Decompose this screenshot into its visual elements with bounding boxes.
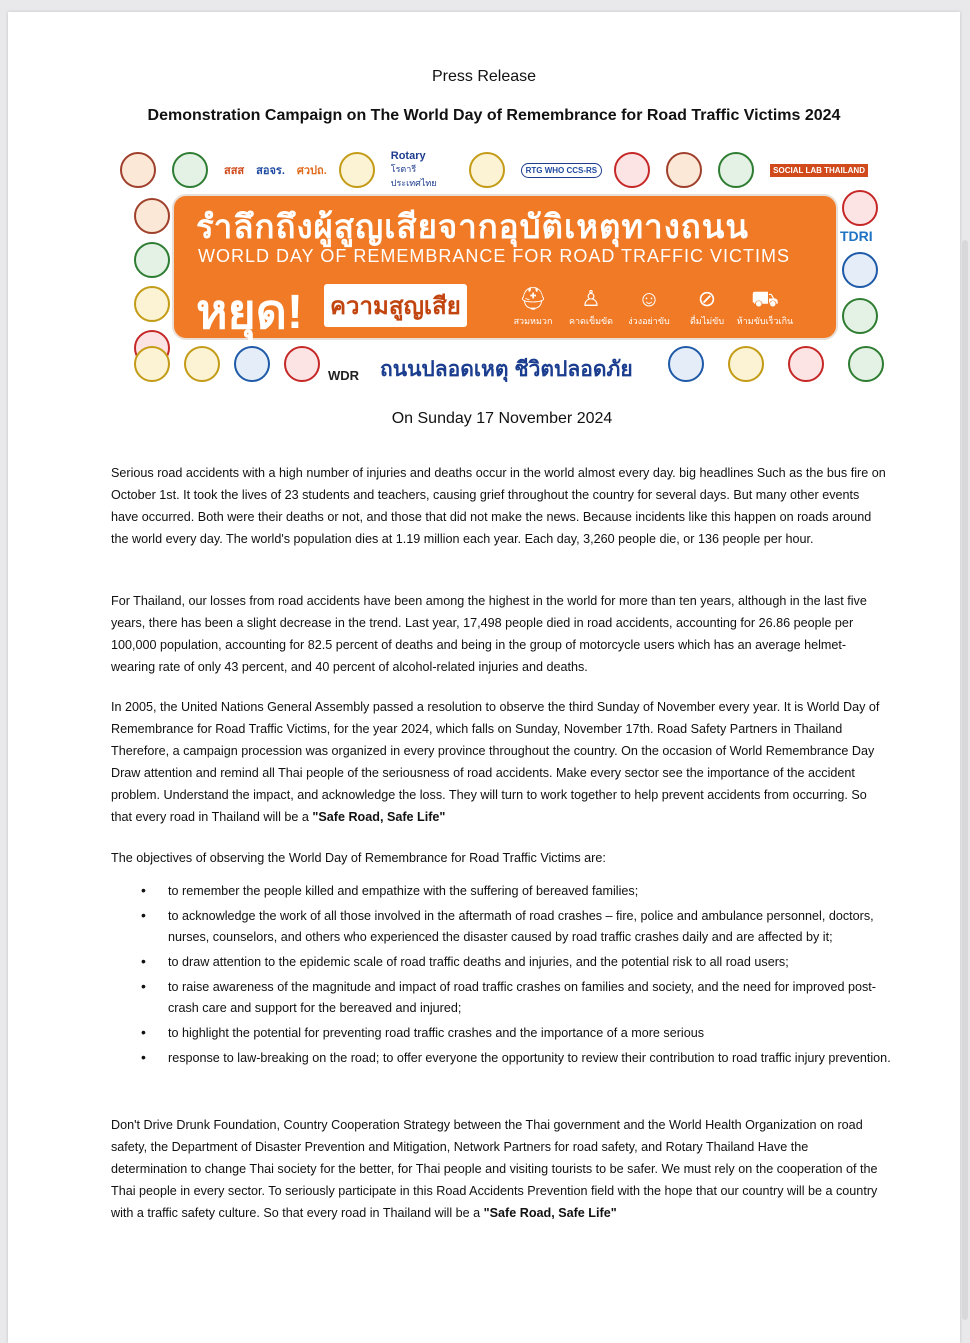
- no-drink-drive-icon: ⊘ ดื่มไม่ขับ: [689, 286, 725, 326]
- objectives-intro: The objectives of observing the World Day of Remembrance for Road Traffic Victims are:: [111, 851, 606, 865]
- partner-logos-bottom-right: [668, 346, 884, 382]
- partner-logo-text: สอจร.: [256, 165, 285, 177]
- partner-logo-icon: [842, 298, 878, 334]
- partner-logo-text: RTG WHO CCS-RS: [521, 163, 603, 178]
- partner-logo-icon: [614, 152, 650, 188]
- scrollbar[interactable]: [962, 240, 968, 1320]
- no-speeding-icon: ⛟ ห้ามขับเร็วเกิน: [736, 286, 794, 326]
- partner-logo-icon: [666, 152, 702, 188]
- partner-logo-icon: [842, 190, 878, 226]
- bullet-icon: •: [141, 1049, 146, 1065]
- list-item: • to draw attention to the epidemic scale of road traffic deaths and injuries, and the potential risk to all road users;: [111, 952, 906, 973]
- bullet-icon: •: [141, 978, 146, 994]
- english-campaign-title: WORLD DAY OF REMEMBRANCE FOR ROAD TRAFFIC VICTIMS: [198, 246, 791, 266]
- list-item: • to remember the people killed and empathize with the suffering of bereaved families;: [111, 881, 906, 902]
- list-item: • to acknowledge the work of all those involved in the aftermath of road crashes – fire, police and ambulance personnel, doctors, nurses, counselors, and others who experienced the disaster caused by road traffic crashes daily and are affected by it;: [141, 907, 874, 944]
- bullet-icon: •: [141, 907, 146, 923]
- document-page: [8, 12, 960, 1343]
- partner-logo-icon: [184, 346, 220, 382]
- loss-text: ความสูญเสีย: [324, 284, 467, 327]
- event-date: On Sunday 17 November 2024: [391, 410, 613, 427]
- partner-logo-icon: [234, 346, 270, 382]
- campaign-panel: [172, 194, 838, 340]
- tdri-logo: TDRI: [840, 228, 873, 244]
- partner-logos-left: [134, 198, 170, 366]
- partner-logo-icon: [172, 152, 208, 188]
- thai-campaign-title: รำลึกถึงผู้สูญเสียจากอุบัติเหตุทางถนน: [196, 208, 749, 245]
- partner-logos-right-2: [842, 252, 878, 334]
- partner-logo-icon: [284, 346, 320, 382]
- campaign-slogan: ถนนปลอดเหตุ ชีวิตปลอดภัย: [380, 358, 633, 381]
- paragraph-5: Don't Drive Drunk Foundation, Country Cooperation Strategy between the Thai government and the World Health Organization on road safety, the Department of Disaster Prevention and Mitigation, Network Partners for road safety, and Rotary Thailand Have the determination to change Thai society for the better, for Thai people and visiting tourists to be safer. We must rely on the cooperation of the Thai people in every sector. To seriously participate in this Road Accidents Prevention field with the hope that our country will be a country with a traffic safety culture. So that every road in Thailand will be a "Safe Road, Safe Life": [111, 1118, 878, 1220]
- campaign-banner: [120, 146, 880, 396]
- partner-logo-icon: [718, 152, 754, 188]
- partner-logo-icon: [728, 346, 764, 382]
- partner-logo-icon: [134, 198, 170, 234]
- bullet-icon: •: [141, 882, 146, 898]
- partner-logo-icon: [848, 346, 884, 382]
- stop-text: หยุด!: [196, 286, 303, 339]
- slogan-emphasis: "Safe Road, Safe Life": [483, 1206, 617, 1220]
- partner-logos-bottom-left: [134, 346, 320, 382]
- helmet-icon: ⛑ สวมหมวก: [513, 286, 553, 326]
- partner-logos-top: [120, 150, 880, 190]
- partner-logo-icon: [134, 286, 170, 322]
- list-item: • response to law-breaking on the road; to offer everyone the opportunity to review their contribution to road traffic injury prevention.: [111, 1048, 906, 1069]
- safety-icons: [504, 286, 794, 328]
- partner-logo-icon: [842, 252, 878, 288]
- partner-logo-icon: [120, 152, 156, 188]
- partner-logo-text: SOCIAL LAB THAILAND: [770, 164, 868, 177]
- partner-logo-text: สสส: [224, 165, 245, 177]
- partner-logo-icon: [339, 152, 375, 188]
- partner-logo-icon: [788, 346, 824, 382]
- press-release-label: Press Release: [431, 68, 537, 85]
- wdr-logo: WDR: [328, 368, 360, 383]
- seatbelt-icon: ♙ คาดเข็มขัด: [568, 286, 614, 326]
- list-item: • to highlight the potential for preventing road traffic crashes and the importance of a more serious: [111, 1023, 906, 1044]
- paragraph-2: For Thailand, our losses from road accidents have been among the highest in the world for more than ten years, although in the last five years, there has been a slight decrease in the trend. Last year, 17,498 people died in road accidents, accounting for 26.86 people per 100,000 population, accounting for 82.5 percent of deaths and being in the group of motorcycle users which has an average helmet-wearing rate of only 43 percent, and 40 percent of alcohol-related injuries and deaths.: [111, 594, 867, 674]
- bullet-icon: •: [141, 1024, 146, 1040]
- rotary-wheel-icon: [469, 152, 505, 188]
- sleepy-driver-icon: ☺ ง่วงอย่าขับ: [628, 286, 670, 326]
- partner-logo-icon: [134, 346, 170, 382]
- partner-logo-icon: [668, 346, 704, 382]
- objectives-list: [111, 881, 906, 1073]
- partner-logo-icon: [134, 242, 170, 278]
- paragraph-1: Serious road accidents with a high number of injuries and deaths occur in the world almost every day. big headlines Such as the bus fire on October 1st. It took the lives of 23 students and teachers, causing grief throughout the country for several days. But many other events have occurred. Both were their deaths or not, and those that did not make the news. Because incidents like this happen on roads around the world every day. The world's population dies at 1.19 million each year. Each day, 3,260 people die, or 136 people per hour.: [111, 466, 886, 546]
- slogan-emphasis: "Safe Road, Safe Life": [312, 810, 446, 824]
- list-item: • to raise awareness of the magnitude and impact of road traffic crashes on families and society, and the need for improved post-crash care and support for the bereaved and injured;: [141, 978, 876, 1015]
- document-title: Demonstration Campaign on The World Day of Remembrance for Road Traffic Victims 2024: [147, 107, 841, 124]
- partner-logo-text: ศวปถ.: [296, 165, 327, 177]
- paragraph-3: In 2005, the United Nations General Assembly passed a resolution to observe the third Sunday of November every year. It is World Day of Remembrance for Road Traffic Victims, for the year 2024, which falls on Sunday, November 17th. Road Safety Partners in Thailand Therefore, a campaign procession was organized in every province throughout the country. On the occasion of World Remembrance Day Draw attention and remind all Thai people of the seriousness of road accidents. Make every sector see the importance of the accident problem. Understand the impact, and acknowledge the loss. They will turn to work together to help prevent accidents from occurring. So that every road in Thailand will be a "Safe Road, Safe Life": [111, 700, 880, 824]
- bullet-icon: •: [141, 953, 146, 969]
- rotary-logo: Rotary โรตารีประเทศไทย: [390, 150, 437, 188]
